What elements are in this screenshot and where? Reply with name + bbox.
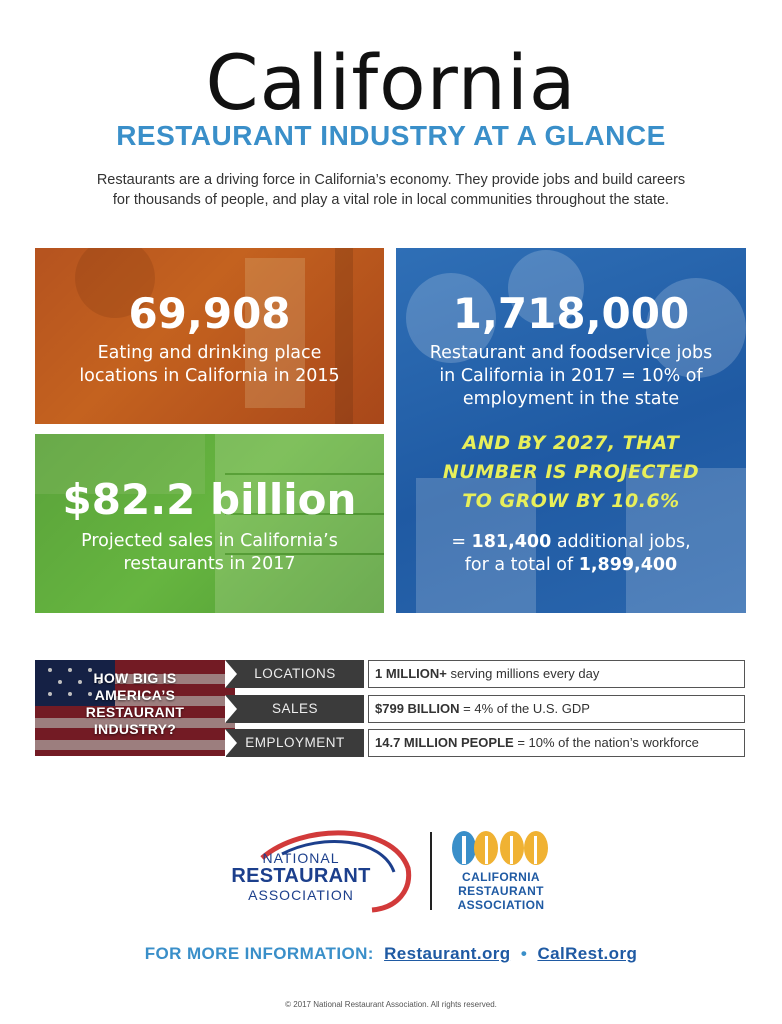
jobs-number: 1,718,000 bbox=[452, 289, 690, 338]
cra-utensils-icon bbox=[446, 830, 556, 866]
america-question bbox=[60, 670, 210, 738]
sales-desc-line-1: Projected sales in California’s bbox=[81, 531, 338, 551]
jobs-total-prefix: for a total of bbox=[464, 555, 579, 575]
restaurant-org-link[interactable]: Restaurant.org bbox=[384, 944, 511, 963]
value-employment-rest: = 10% of the nation’s workforce bbox=[513, 735, 699, 750]
nra-logo-line-2: RESTAURANT bbox=[231, 865, 371, 887]
locations-number: 69,908 bbox=[128, 289, 291, 338]
sales-desc bbox=[35, 530, 384, 576]
category-employment: EMPLOYMENT bbox=[226, 729, 364, 757]
value-sales-bold: $799 BILLION bbox=[375, 701, 460, 716]
value-employment bbox=[368, 729, 745, 757]
value-locations-bold: 1 MILLION+ bbox=[375, 666, 447, 681]
logo-divider bbox=[430, 832, 432, 910]
jobs-desc-line-1: Restaurant and foodservice jobs bbox=[429, 343, 713, 363]
jobs-panel bbox=[396, 248, 746, 613]
cra-logo-line-3: ASSOCIATION bbox=[457, 898, 545, 912]
value-employment-bold: 14.7 MILLION PEOPLE bbox=[375, 735, 514, 750]
intro-line-2: for thousands of people, and play a vital role in local communities throughout the state. bbox=[112, 192, 670, 208]
locations-panel bbox=[35, 248, 384, 424]
copyright: © 2017 National Restaurant Association. All rights reserved. bbox=[285, 1000, 497, 1009]
value-sales bbox=[368, 695, 745, 723]
sales-number: $82.2 billion bbox=[62, 475, 357, 524]
footer-separator: • bbox=[520, 944, 528, 963]
jobs-total-line bbox=[396, 554, 746, 577]
jobs-desc-line-3: employment in the state bbox=[462, 389, 680, 409]
america-question-line-1: HOW BIG IS bbox=[93, 670, 177, 686]
cra-logo-line-2: RESTAURANT bbox=[458, 884, 544, 898]
page-title: California bbox=[205, 38, 577, 127]
jobs-additional-line bbox=[396, 531, 746, 554]
nra-logo-line-3: ASSOCIATION bbox=[248, 887, 354, 903]
value-locations-rest: serving millions every day bbox=[446, 666, 600, 681]
jobs-additional bbox=[396, 531, 746, 577]
jobs-additional-number: 181,400 bbox=[471, 532, 552, 552]
value-sales-rest: = 4% of the U.S. GDP bbox=[459, 701, 590, 716]
jobs-projection bbox=[396, 429, 746, 516]
jobs-total-number: 1,899,400 bbox=[578, 555, 678, 575]
america-question-line-2: AMERICA’S bbox=[94, 687, 176, 703]
nra-logo-text bbox=[226, 850, 376, 903]
jobs-projection-line-1: AND BY 2027, THAT bbox=[462, 432, 680, 454]
jobs-projection-line-2: NUMBER IS PROJECTED bbox=[442, 461, 700, 483]
calrest-org-link[interactable]: CalRest.org bbox=[537, 944, 638, 963]
cra-logo-text bbox=[446, 870, 556, 912]
jobs-additional-prefix: = bbox=[451, 532, 472, 552]
cra-logo-line-1: CALIFORNIA bbox=[462, 870, 540, 884]
footer-info bbox=[0, 944, 782, 964]
locations-desc-line-2: locations in California in 2015 bbox=[79, 366, 340, 386]
value-locations bbox=[368, 660, 745, 688]
america-question-line-4: INDUSTRY? bbox=[93, 721, 177, 737]
locations-desc bbox=[35, 342, 384, 388]
category-sales: SALES bbox=[226, 695, 364, 723]
america-question-line-3: RESTAURANT bbox=[85, 704, 185, 720]
footer-label: FOR MORE INFORMATION: bbox=[144, 944, 374, 963]
jobs-desc-line-2: in California in 2017 = 10% of bbox=[439, 366, 703, 386]
jobs-additional-suffix: additional jobs, bbox=[551, 532, 691, 552]
intro-line-1: Restaurants are a driving force in California’s economy. They provide jobs and build careers bbox=[96, 172, 686, 188]
intro-paragraph bbox=[80, 170, 702, 210]
page-subtitle: RESTAURANT INDUSTRY AT A GLANCE bbox=[116, 120, 666, 151]
jobs-desc bbox=[396, 342, 746, 411]
nra-logo-line-1: NATIONAL bbox=[262, 850, 340, 866]
sales-desc-line-2: restaurants in 2017 bbox=[123, 554, 296, 574]
sales-panel bbox=[35, 434, 384, 613]
category-locations: LOCATIONS bbox=[226, 660, 364, 688]
locations-desc-line-1: Eating and drinking place bbox=[97, 343, 322, 363]
jobs-projection-line-3: TO GROW BY 10.6% bbox=[462, 490, 680, 512]
